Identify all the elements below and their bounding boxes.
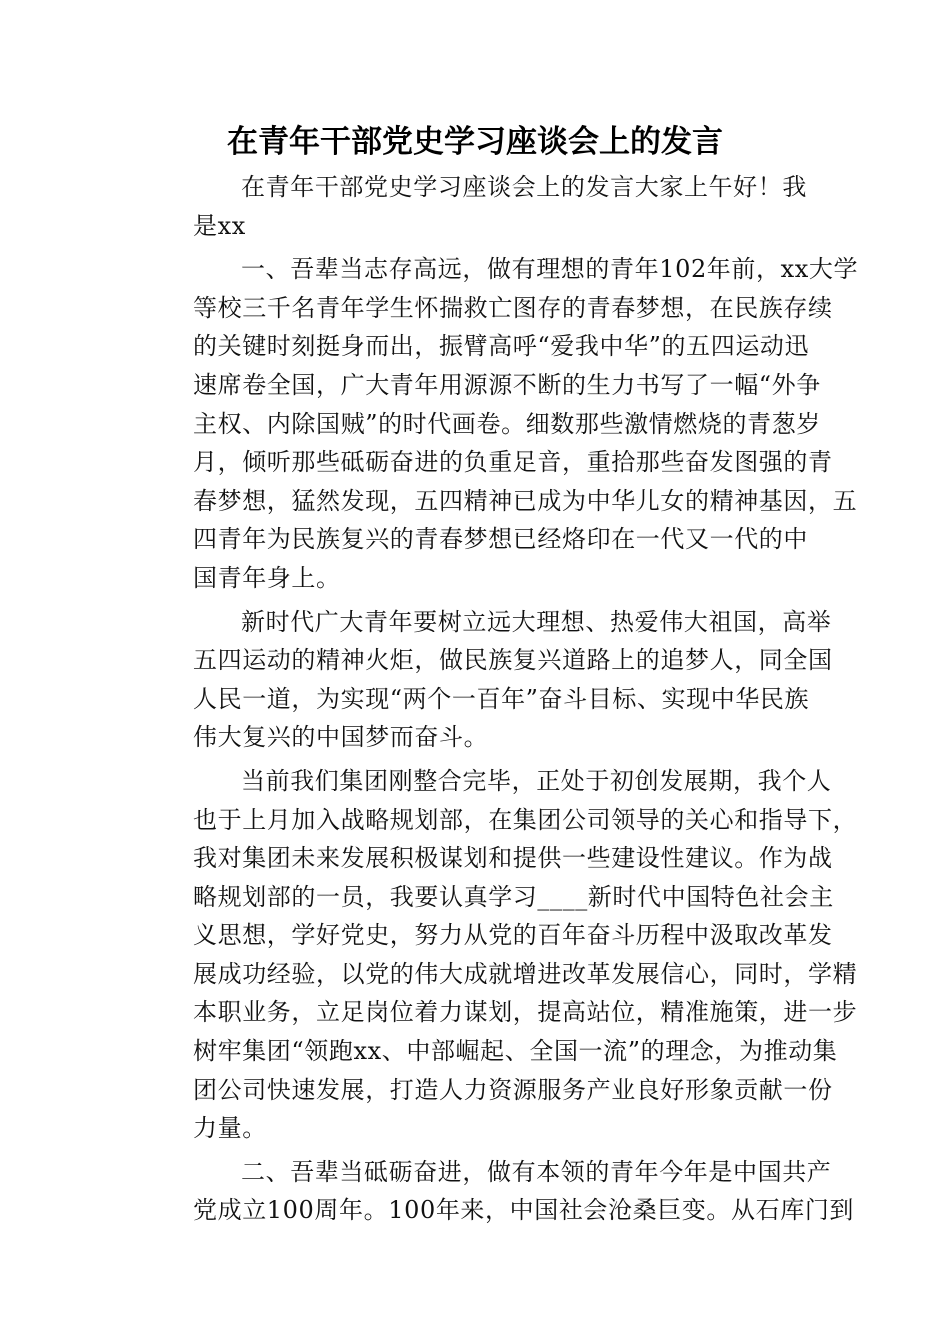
text-line: 义思想，学好党史，努力从党的百年奋斗历程中汲取改革发 bbox=[193, 921, 833, 950]
text-line: 春梦想，猛然发现，五四精神已成为中华儿女的精神基因，五 bbox=[193, 486, 858, 515]
text-line: 四青年为民族复兴的青春梦想已经烙印在一代又一代的中 bbox=[193, 525, 808, 554]
text-line: 五四运动的精神火炬，做民族复兴道路上的追梦人，同全国 bbox=[193, 646, 833, 675]
text-line: 我对集团未来发展积极谋划和提供一些建设性建议。作为战 bbox=[193, 844, 833, 873]
text-line: 新时代广大青年要树立远大理想、热爱伟大祖国，高举 bbox=[241, 607, 832, 636]
text-line: 也于上月加入战略规划部，在集团公司领导的关心和指导下， bbox=[193, 805, 858, 834]
text-line: 党成立100周年。100年来，中国社会沧桑巨变。从石库门到 bbox=[193, 1196, 855, 1225]
document-body bbox=[145, 168, 859, 1230]
text-line: 略规划部的一员，我要认真学习____新时代中国特色社会主 bbox=[193, 882, 834, 911]
paragraph-new-era bbox=[145, 603, 833, 757]
paragraph-group bbox=[145, 762, 858, 1148]
text-line: 在青年干部党史学习座谈会上的发言大家上午好！我 bbox=[241, 173, 807, 201]
text-line: 树牢集团“领跑xx、中部崛起、全国一流”的理念，为推动集 bbox=[193, 1037, 838, 1066]
text-line: 二、吾辈当砥砺奋进，做有本领的青年今年是中国共产 bbox=[241, 1157, 832, 1186]
text-line: 等校三千名青年学生怀揣救亡图存的青春梦想，在民族存续 bbox=[193, 293, 833, 322]
text-line: 力量。 bbox=[193, 1114, 267, 1143]
paragraph-section-one bbox=[145, 250, 859, 597]
text-line: 速席卷全国，广大青年用源源不断的生力书写了一幅“外争 bbox=[193, 370, 821, 399]
text-line: 当前我们集团刚整合完毕，正处于初创发展期，我个人 bbox=[241, 766, 832, 795]
text-line: 是xx bbox=[193, 211, 246, 240]
text-line: 人民一道，为实现“两个一百年”奋斗目标、实现中华民族 bbox=[193, 684, 810, 713]
text-line: 展成功经验，以党的伟大成就增进改革发展信心，同时，学精 bbox=[193, 959, 858, 988]
text-line: 伟大复兴的中国梦而奋斗。 bbox=[193, 723, 489, 752]
text-line: 一、吾辈当志存高远，做有理想的青年102年前，xx大学 bbox=[241, 255, 859, 284]
text-line: 国青年身上。 bbox=[193, 563, 341, 592]
text-line: 本职业务，立足岗位着力谋划，提高站位，精准施策，进一步 bbox=[193, 998, 858, 1027]
text-line: 主权、内除国贼”的时代画卷。细数那些激情燃烧的青葱岁 bbox=[193, 409, 821, 438]
document-title: 在青年干部党史学习座谈会上的发言 bbox=[227, 124, 723, 160]
text-line: 月，倾听那些砥砺奋进的负重足音，重拾那些奋发图强的青 bbox=[193, 448, 833, 477]
text-line: 团公司快速发展，打造人力资源服务产业良好形象贡献一份 bbox=[193, 1075, 833, 1104]
paragraph-greeting bbox=[145, 168, 807, 245]
paragraph-section-two bbox=[145, 1153, 855, 1230]
text-line: 的关键时刻挺身而出，振臂高呼“爱我中华”的五四运动迅 bbox=[193, 332, 810, 361]
